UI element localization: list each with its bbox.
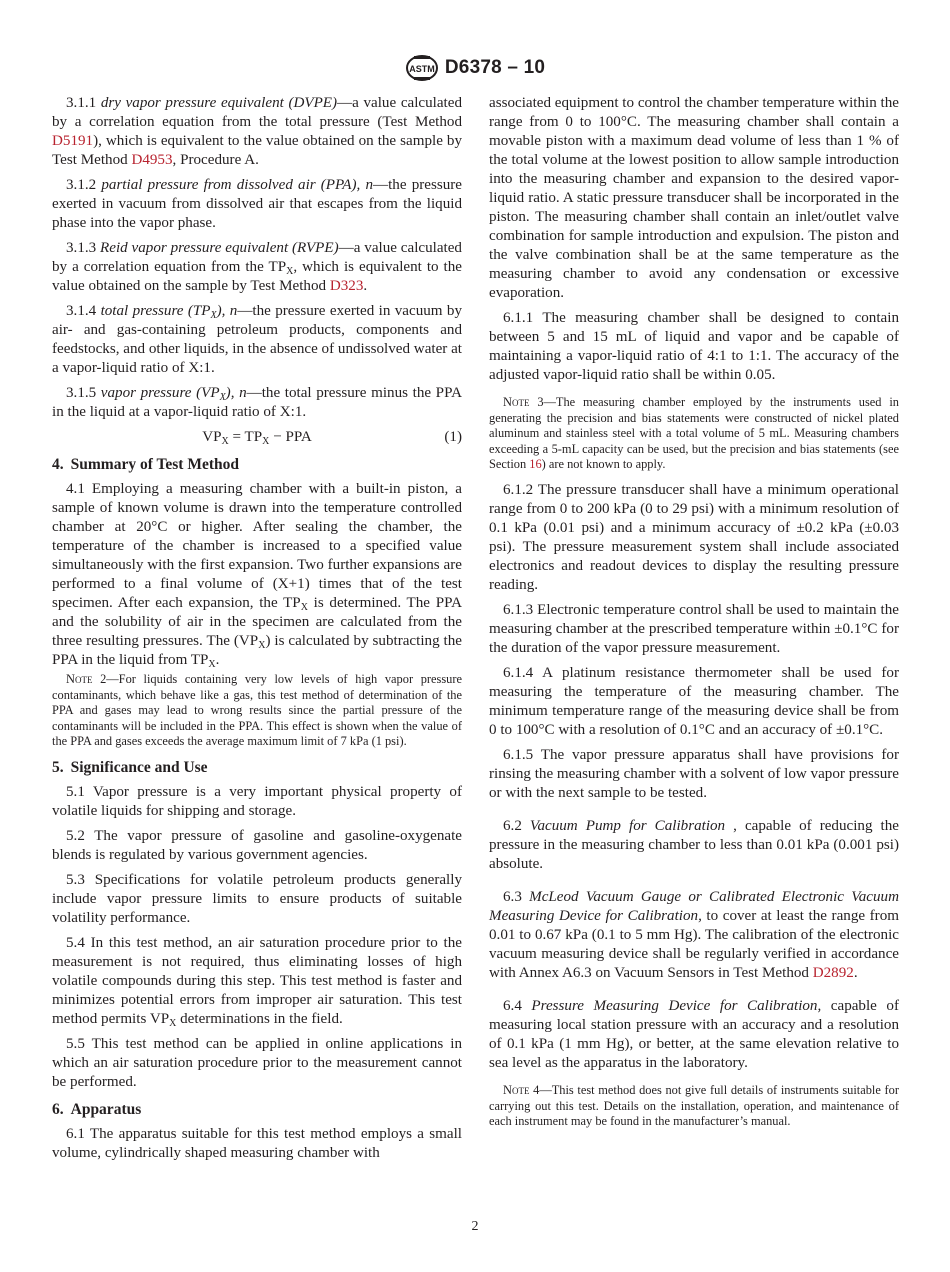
paragraph-6-4: 6.4 Pressure Measuring Device for Calibration, capable of measuring local station pressure with an accuracy and a resolution of 0.1 kPa (1 mm Hg), or better, at the same elevation relative to sea level as the apparatus in the laboratory. — [489, 997, 899, 1071]
note-2: Note 2—For liquids containing very low levels of high vapor pressure contaminants, which behave like a gas, this test method of determination of the PPA and gases may lead to wrong results since the partial pressure of the contaminants will be included in the PPA. This effect is shown when the value of the PPA and gases exceeds the average maximum limit of 7 kPa (1 psi). — [52, 672, 462, 749]
paragraph-6-3: 6.3 McLeod Vacuum Gauge or Calibrated Electronic Vacuum Measuring Device for Calibration, to cover at least the range from 0.01 to 0.67 kPa (0.1 to 5 mm Hg). The calibration of the electronic vacuum measuring device shall be regularly verified in accordance with Annex A6.3 on Vacuum Sensors in Test Method D2892. — [489, 888, 899, 981]
link-d2892[interactable]: D2892 — [812, 964, 854, 981]
paragraph-5-1: 5.1 Vapor pressure is a very important physical property of volatile liquids for shipping and storage. — [52, 783, 462, 819]
link-d323[interactable]: D323 — [329, 278, 364, 294]
right-column — [489, 94, 899, 1138]
section-heading-5: 5. Significance and Use — [52, 758, 208, 776]
definition-3-1-2: 3.1.2 partial pressure from dissolved air (PPA), n—the pressure exerted in vacuum from dissolved air that escapes from the liquid phase into the vapor phase. — [52, 177, 462, 231]
paragraph-6-1-continued: associated equipment to control the chamber temperature within the range from 0 to 100°C. The measuring chamber shall contain a movable piston with a maximum dead volume of less than 1 % of the total volume at the lowest position to allow sample introduction into the measuring chamber and expansion to the desired vapor-liquid ratio. A static pressure transducer shall be incorporated in the piston. The measuring chamber shall contain an inlet/outlet valve combination for sample introduction and expulsion. The piston and the valve combination shall be at the same temperature as the measuring chamber to avoid any condensation or excessive evaporation. — [489, 95, 899, 301]
astm-logo-icon — [405, 54, 439, 82]
note-label: Note 4 — [503, 1082, 540, 1097]
paragraph-5-3: 5.3 Specifications for volatile petroleum products generally include vapor pressure limits to ensure products of suitable volatility performance. — [52, 871, 462, 926]
paragraph-6-1-5: 6.1.5 The vapor pressure apparatus shall have provisions for rinsing the measuring chamber with a solvent of low vapor pressure or with the next sample to be tested. — [489, 746, 899, 801]
page-number: 2 — [471, 1219, 479, 1234]
left-column — [52, 94, 462, 1169]
paragraph-5-2: 5.2 The vapor pressure of gasoline and gasoline-oxygenate blends is regulated by various government agencies. — [52, 827, 462, 863]
definition-3-1-4: 3.1.4 total pressure $(TP_X)$, n—the pressure exerted in vacuum by air- and gas-containing petroleum products, components and feedstocks, and other liquids, in the absence of undissolved water at a vapor-liquid ratio of X:1. — [52, 303, 462, 376]
section-heading-4: 4. Summary of Test Method — [52, 456, 239, 473]
paragraph-5-5: 5.5 This test method can be applied in online applications in which an air saturation procedure prior to the measurement cannot be performed. — [52, 1035, 462, 1090]
term: Vacuum Pump for Calibration — [529, 817, 726, 834]
svg-text:ASTM: ASTM — [409, 64, 435, 74]
section-heading-6: 6. Apparatus — [52, 1100, 142, 1118]
document-id: D6378 – 10 — [444, 57, 546, 78]
note-label: Note 3 — [503, 395, 544, 409]
page-header — [0, 54, 950, 82]
paragraph-6-1-3: 6.1.3 Electronic temperature control shall be used to maintain the measuring chamber at the prescribed temperature within ±0.1°C for the duration of the vapor pressure measurement. — [489, 601, 899, 656]
term: partial pressure from dissolved air (PPA), n — [101, 177, 374, 193]
definition-3-1-1: 3.1.1 dry vapor pressure equivalent (DVPE)—a value calculated by a correlation equation from the total pressure (Test Method D5191), which is equivalent to the value obtained on the sample by Test Method D4953, Procedure A. — [52, 95, 462, 168]
link-section-16[interactable]: 16 — [529, 457, 542, 472]
term: dry vapor pressure equivalent (DVPE) — [100, 95, 338, 111]
paragraph-5-4: 5.4 In this test method, an air saturation procedure prior to the measurement is not required, thus eliminating losses of high volatile compounds during this step. This test method is faster and minimizes potential errors from improper air saturation. This test method permits $VP_X$ determinations in the field. — [52, 934, 462, 1029]
definition-3-1-3: 3.1.3 Reid vapor pressure equivalent (RVPE)—a value calculated by a correlation equation from the $TP_X$, which is equivalent to the value obtained on the sample by Test Method D323. — [52, 240, 462, 294]
equation-1: $VP_X = TP_X$ − PPA (1) — [202, 429, 462, 447]
term: Pressure Measuring Device for Calibration, — [531, 997, 822, 1014]
link-d5191[interactable]: D5191 — [52, 133, 94, 149]
paragraph-6-1: 6.1 The apparatus suitable for this test method employs a small volume, cylindrically shaped measuring chamber with — [52, 1125, 462, 1161]
note-4: Note 4—This test method does not give full details of instruments suitable for carrying out this test. Details on the installation, operation, and maintenance of each instrument may be found in the manufacturer’s manual. — [489, 1082, 899, 1129]
term: total pressure $(TP_X)$, n — [100, 303, 238, 321]
paragraph-6-2: 6.2 Vacuum Pump for Calibration , capable of reducing the pressure in the measuring chamber to less than 0.01 kPa (0.001 psi) absolute. — [489, 817, 899, 872]
link-d4953[interactable]: D4953 — [131, 152, 173, 168]
equation-number: (1) — [444, 429, 462, 445]
paragraph-6-1-2: 6.1.2 The pressure transducer shall have a minimum operational range from 0 to 200 kPa (0 to 29 psi) with a minimum resolution of 0.1 kPa (0.01 psi) and a minimum accuracy of ±0.2 kPa (±0.03 psi). The pressure measurement system shall include associated electronics and readout devices to display the resulting pressure reading. — [489, 481, 899, 593]
note-label: Note 2 — [66, 672, 107, 686]
paragraph-6-1-1: 6.1.1 The measuring chamber shall be designed to contain between 5 and 15 mL of liquid and vapor and be capable of maintaining a vapor-liquid ratio of 4:1 to 1:1. The accuracy of the adjusted vapor-liquid ratio shall be within 0.05. — [489, 310, 899, 383]
definition-3-1-5: 3.1.5 vapor pressure $(VP_X)$, n—the total pressure minus the PPA in the liquid at a vapor-liquid ratio of X:1. — [52, 385, 462, 420]
note-3: Note 3—The measuring chamber employed by the instruments used in generating the precision and bias statements were constructed of nickel plated aluminum and stainless steel with a total volume of 5 mL. Measuring chambers exceeding a 5-mL capacity can be used, but the precision and bias statements (see Section 16) are not known to apply. — [489, 395, 899, 472]
paragraph-4-1: 4.1 Employing a measuring chamber with a built-in piston, a sample of known volume is drawn into the temperature controlled chamber at 20°C or higher. After sealing the chamber, the temperature of the chamber is increased to a specified value simultaneously with the first expansion. Two further expansions are performed to a final volume of (X+1) times that of the test specimen. After each expansion, the $TP_X$ is determined. The PPA and the solubility of air in the specimen are calculated from the three resulting pressures. The $(VP_X)$ is calculated by subtracting the PPA in the liquid from $TP_X$. — [52, 481, 462, 670]
paragraph-6-1-4: 6.1.4 A platinum resistance thermometer shall be used for measuring the temperature of the measuring chamber. The minimum temperature range of the measuring device shall be from 0 to 100°C with a resolution of 0.1°C and an accuracy of ±0.1°C. — [489, 664, 899, 738]
term: McLeod Vacuum Gauge or Calibrated Electronic Vacuum Measuring Device for Calibration, — [489, 888, 899, 924]
term: Reid vapor pressure equivalent (RVPE) — [100, 240, 339, 256]
term: vapor pressure $(VP_X)$, n — [100, 385, 247, 403]
